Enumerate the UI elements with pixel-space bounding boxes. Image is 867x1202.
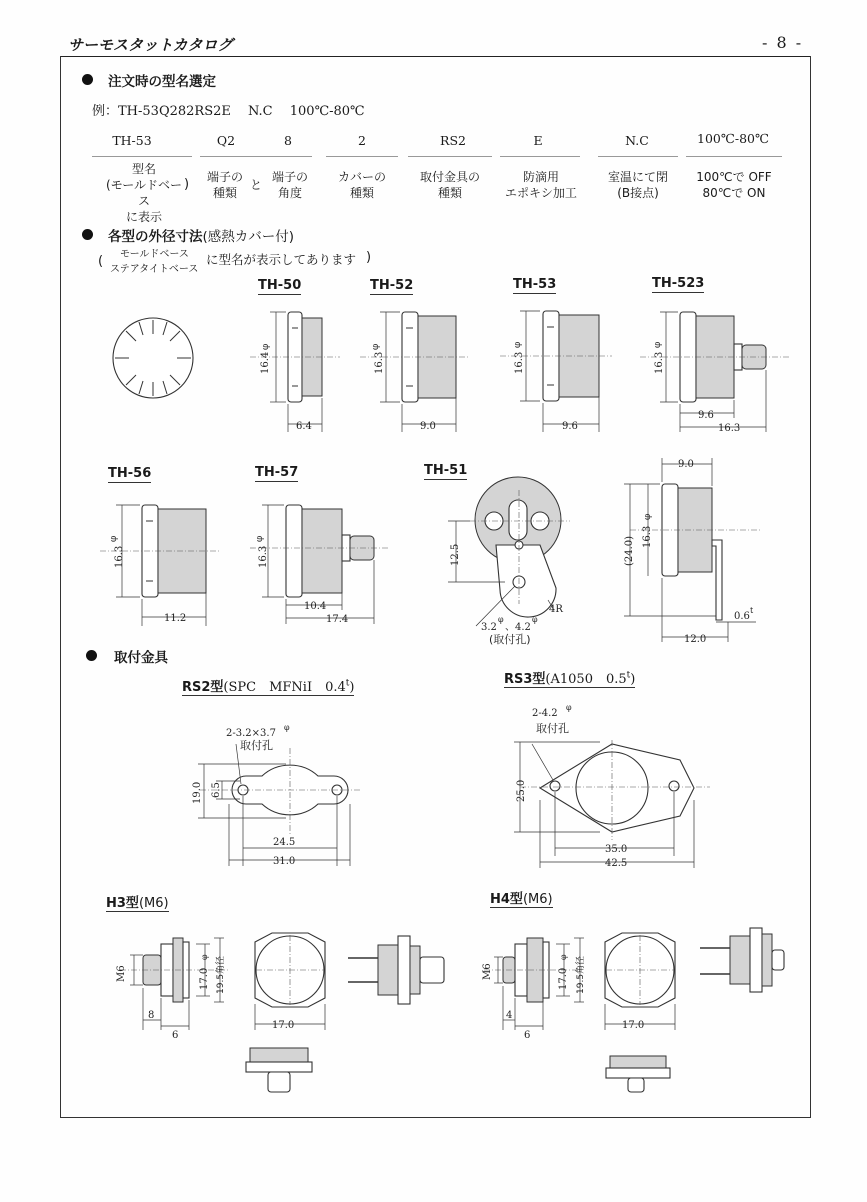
desc-temp: 100℃で OFF 80℃で ON	[696, 170, 772, 200]
model-title-th56: TH-56	[108, 466, 152, 481]
h3-thread: M6	[116, 965, 127, 982]
h4-dia1: 17.0	[558, 967, 569, 990]
bullet-icon	[86, 650, 97, 661]
svg-text:φ: φ	[284, 723, 290, 732]
h3-dia2: 19.5角径	[216, 955, 226, 994]
svg-text:φ: φ	[255, 535, 265, 542]
section-heading-order: 注文時の型名選定	[108, 74, 216, 90]
h4-dia2: 19.5角径	[576, 955, 586, 994]
desc-epoxy: 防滴用 エポキシ加工	[505, 170, 577, 200]
th57-dia: 16.3	[258, 545, 269, 568]
th523-length1: 9.6	[698, 410, 714, 421]
code-terminal: Q2	[216, 133, 236, 148]
model-title-th52: TH-52	[370, 278, 414, 293]
desc-terminal: 端子の 種類	[206, 170, 243, 200]
desc-paren-close: )	[184, 177, 190, 192]
code-epoxy: E	[533, 133, 543, 148]
model-title-th53: TH-53	[513, 277, 557, 292]
h3-len2: 6	[172, 1030, 179, 1041]
svg-text:φ: φ	[559, 954, 568, 960]
h4-drawing	[484, 928, 784, 1092]
svg-text:取付孔: 取付孔	[536, 722, 569, 735]
code-model: TH-53	[112, 133, 152, 148]
th50-length: 6.4	[296, 421, 312, 432]
svg-text:φ: φ	[643, 513, 653, 520]
rs2-width1: 24.5	[273, 837, 296, 848]
h3-len1: 8	[148, 1010, 155, 1021]
rs3-width1: 35.0	[605, 844, 628, 855]
svg-text:取付孔: 取付孔	[240, 739, 273, 752]
catalog-title: サーモスタットカタログ	[68, 36, 233, 54]
rs2-hole: 2-3.2×3.7	[226, 728, 276, 739]
th51-side-width: 12.0	[684, 634, 707, 645]
th57-length1: 10.4	[304, 601, 327, 612]
th51-side-total: (24.0)	[624, 535, 635, 566]
th51-side-thick: 0.6	[734, 611, 750, 622]
th51-note: (取付孔)	[489, 633, 531, 646]
rs3-height: 25.0	[516, 779, 527, 802]
svg-text:φ: φ	[498, 615, 504, 624]
th56-dia: 16.3	[114, 545, 125, 568]
desc-angle: 端子の 角度	[271, 170, 308, 200]
th52-length: 9.0	[420, 421, 436, 432]
th53-length: 9.6	[562, 421, 578, 432]
code-contact: N.C	[625, 133, 649, 148]
th50-dia: 16.4	[260, 351, 271, 374]
rs2-width2: 31.0	[273, 856, 296, 867]
svg-text:φ: φ	[261, 343, 271, 350]
rs3-width2: 42.5	[605, 858, 628, 869]
section-heading-brackets: 取付金具	[114, 650, 168, 666]
th523-dia: 16.3	[654, 351, 665, 374]
desc-contact: 室温にて閉 (B接点)	[607, 170, 668, 200]
code-bracket: RS2	[440, 133, 466, 148]
model-title-th50: TH-50	[258, 278, 302, 293]
th51-radius: 4R	[549, 604, 563, 615]
order-example: 例：TH-53Q282RS2E N.C 100℃-80℃	[92, 104, 365, 119]
h3-hex: 17.0	[272, 1020, 295, 1031]
svg-text:φ: φ	[532, 615, 538, 624]
th51-side-top: 9.0	[678, 459, 694, 470]
rs3-title: RS3型(A1050 0.5$^t$)	[504, 668, 635, 688]
th523-length2: 16.3	[718, 423, 741, 434]
svg-text:t: t	[750, 606, 754, 615]
h4-thread: M6	[482, 963, 493, 980]
th51-height: 12.5	[450, 543, 461, 566]
h4-len2: 6	[524, 1030, 531, 1041]
section-heading-dimensions: 各型の外径寸法(感熱カバー付)	[108, 229, 295, 245]
rs3-hole: 2-4.2	[532, 708, 558, 719]
page-number: - 8 -	[762, 33, 804, 52]
desc-and: と	[250, 178, 263, 192]
front-view-drawing	[113, 318, 193, 398]
desc-bracket: 取付金具の 種類	[419, 170, 480, 200]
model-title-th57: TH-57	[255, 465, 299, 480]
h3-title: H3型(M6)	[106, 892, 169, 912]
rs2-hole-height: 6.5	[211, 782, 222, 798]
th56-length: 11.2	[164, 613, 187, 624]
th57-length2: 17.4	[326, 614, 349, 625]
model-title-th51: TH-51	[424, 463, 468, 478]
th52-dia: 16.3	[374, 351, 385, 374]
model-title-th523: TH-523	[652, 276, 705, 291]
th53-dia: 16.3	[514, 351, 525, 374]
th51-hole2: 4.2	[515, 622, 531, 633]
h4-len1: 4	[506, 1010, 513, 1021]
code-temp: 100℃-80℃	[697, 131, 769, 146]
desc-cover: カバーの 種類	[337, 170, 386, 200]
svg-text:φ: φ	[371, 343, 381, 350]
svg-text:φ: φ	[653, 341, 663, 348]
code-cover: 2	[358, 133, 366, 148]
h4-hex: 17.0	[622, 1020, 645, 1031]
rs2-height: 19.0	[192, 781, 203, 804]
th51-hole: 3.2	[481, 622, 497, 633]
svg-text:φ: φ	[513, 341, 523, 348]
rs2-title: RS2型(SPC MFNiⅠ 0.4$^t$)	[182, 676, 354, 696]
h4-title: H4型(M6)	[490, 888, 553, 908]
svg-text:φ: φ	[200, 954, 209, 960]
code-angle: 8	[284, 133, 292, 148]
svg-text:φ: φ	[109, 535, 119, 542]
svg-text:、: 、	[505, 622, 515, 633]
h3-dia1: 17.0	[199, 967, 210, 990]
desc-model: 型名 (モールドベース に表示	[106, 162, 182, 224]
th51-side-dia: 16.3	[642, 525, 653, 548]
h3-drawing	[120, 933, 444, 1092]
svg-text:φ: φ	[566, 703, 572, 712]
